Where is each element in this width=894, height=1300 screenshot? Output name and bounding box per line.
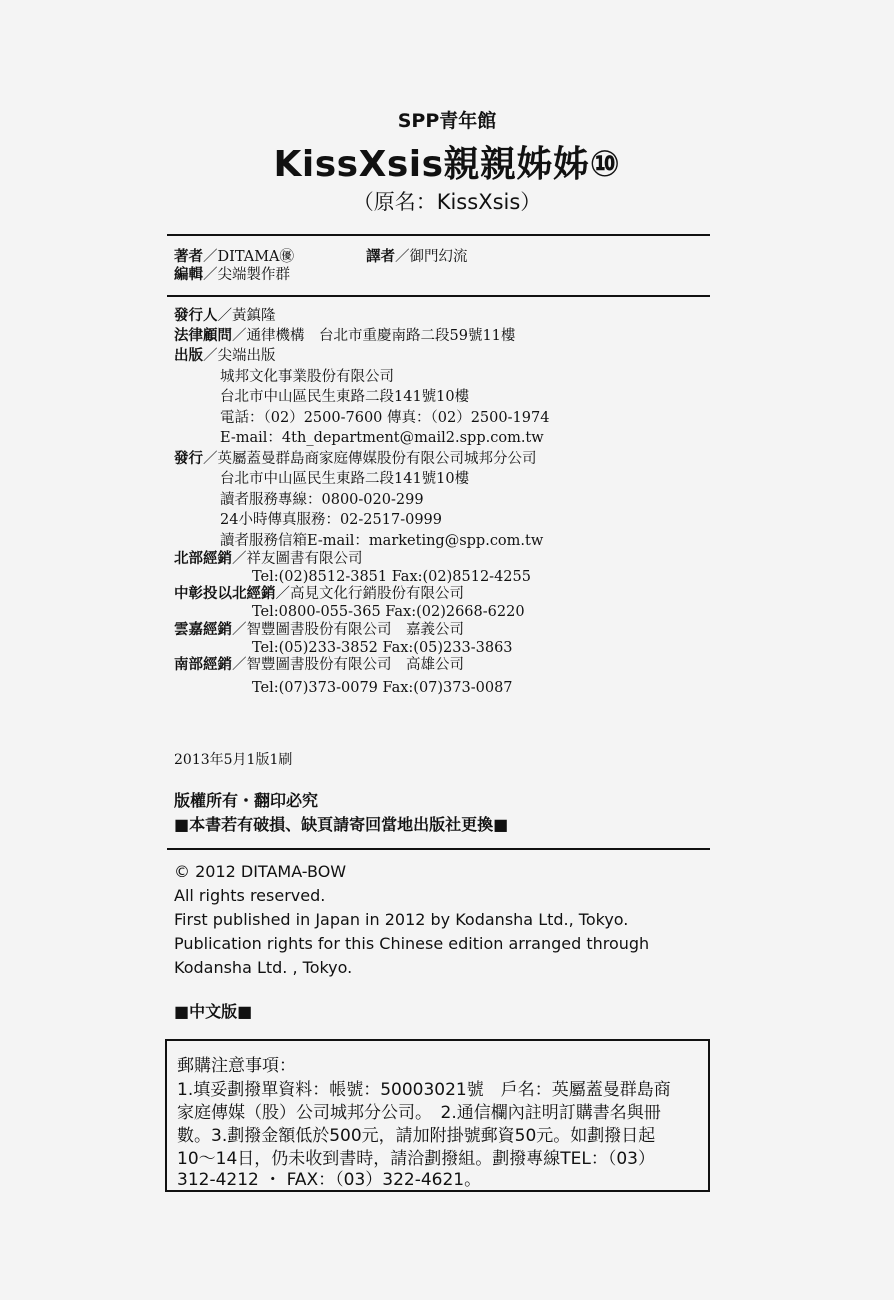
notice-line: 312-4212 ・ FAX：（03）322-4621。 — [177, 1170, 482, 1190]
publisher-value: ／黃鎮隆 — [217, 308, 276, 324]
notice-line: 10～14日，仍未收到書時，請洽劃撥組。劃撥專線TEL：（03） — [177, 1149, 655, 1169]
editor-value: ／尖端製作群 — [203, 267, 290, 283]
distributor-label: 發行 — [174, 451, 203, 467]
divider — [167, 295, 710, 297]
south-value: ／智豐圖書股份有限公司 高雄公司 — [232, 657, 464, 673]
copyright-line: Kodansha Ltd. , Tokyo. — [174, 958, 353, 977]
publisher-label: 發行人 — [174, 308, 218, 324]
notice-line: 1.填妥劃撥單資料：帳號：50003021號 戶名：英屬蓋曼群島商 — [177, 1080, 671, 1100]
yunjia-distributor — [174, 621, 464, 639]
yunjia-value: ／智豐圖書股份有限公司 嘉義公司 — [232, 622, 464, 638]
editor-label: 編輯 — [174, 267, 203, 283]
author-line — [174, 248, 294, 266]
north-phone: Tel:(02)8512-3851 Fax:(02)8512-4255 — [252, 569, 531, 585]
press-detail: 電話：（02）2500-7600 傳真：（02）2500-1974 — [220, 410, 550, 426]
press-label: 出版 — [174, 348, 203, 364]
series-name: SPP青年館 — [397, 110, 497, 132]
yunjia-phone: Tel:(05)233-3852 Fax:(05)233-3863 — [252, 640, 513, 656]
copyright-line: Publication rights for this Chinese edition arranged through — [174, 934, 650, 953]
copyright-line: All rights reserved. — [174, 886, 326, 905]
distributor-detail: 讀者服務信箱E-mail：marketing@spp.com.tw — [220, 533, 544, 549]
south-phone: Tel:(07)373-0079 Fax:(07)373-0087 — [252, 680, 513, 696]
divider — [167, 848, 710, 850]
north-label: 北部經銷 — [174, 551, 232, 567]
press-detail: E-mail：4th_department@mail2.spp.com.tw — [220, 430, 544, 446]
central-distributor — [174, 585, 464, 603]
translator-label: 譯者 — [366, 249, 395, 265]
legal-line — [174, 327, 515, 345]
distributor-line — [174, 450, 537, 468]
press-detail: 城邦文化事業股份有限公司 — [220, 369, 394, 385]
central-label: 中彰投以北經銷 — [174, 586, 276, 602]
edition-line: 2013年5月1版1刷 — [174, 752, 293, 768]
south-label: 南部經銷 — [174, 657, 232, 673]
south-distributor — [174, 656, 464, 674]
original-title: （原名：KissXsis） — [352, 190, 542, 214]
notice-line: 家庭傳媒（股）公司城邦分公司。 2.通信欄內註明訂購書名與冊 — [177, 1103, 661, 1123]
book-title: KissXsis親親姊姊⑩ — [273, 144, 621, 185]
north-value: ／祥友圖書有限公司 — [232, 551, 363, 567]
notice-heading: 郵購注意事項： — [177, 1056, 296, 1076]
distributor-detail: 台北市中山區民生東路二段141號10樓 — [220, 471, 470, 487]
defect-notice: ■本書若有破損、缺頁請寄回當地出版社更換■ — [174, 815, 509, 834]
north-distributor — [174, 550, 363, 568]
chinese-edition-label: ■中文版■ — [174, 1002, 253, 1021]
distributor-value: ／英屬蓋曼群島商家庭傳媒股份有限公司城邦分公司 — [203, 451, 537, 467]
central-value: ／高見文化行銷股份有限公司 — [275, 586, 464, 602]
central-phone: Tel:0800-055-365 Fax:(02)2668-6220 — [252, 604, 525, 620]
press-value: ／尖端出版 — [203, 348, 276, 364]
press-line — [174, 347, 276, 365]
yunjia-label: 雲嘉經銷 — [174, 622, 232, 638]
legal-value: ／通律機構 台北市重慶南路二段59號11樓 — [232, 328, 516, 344]
rights-notice: 版權所有・翻印必究 — [174, 791, 319, 810]
author-label: 著者 — [174, 249, 203, 265]
copyright-line: © 2012 DITAMA-BOW — [174, 862, 347, 881]
press-detail: 台北市中山區民生東路二段141號10樓 — [220, 389, 470, 405]
distributor-detail: 24小時傳真服務：02-2517-0999 — [220, 512, 443, 528]
editor-line — [174, 266, 290, 284]
mail-order-notice — [165, 1039, 710, 1192]
copyright-line: First published in Japan in 2012 by Kodansha Ltd., Tokyo. — [174, 910, 629, 929]
notice-line: 數。3.劃撥金額低於500元，請加附掛號郵資50元。如劃撥日起 — [177, 1126, 656, 1146]
publisher-line — [174, 307, 276, 325]
distributor-detail: 讀者服務專線：0800-020-299 — [220, 492, 424, 508]
divider — [167, 234, 710, 236]
author-value: ／DITAMA㊝ — [203, 249, 295, 265]
translator-line — [366, 248, 468, 266]
translator-value: ／御門幻流 — [395, 249, 468, 265]
legal-label: 法律顧問 — [174, 328, 232, 344]
